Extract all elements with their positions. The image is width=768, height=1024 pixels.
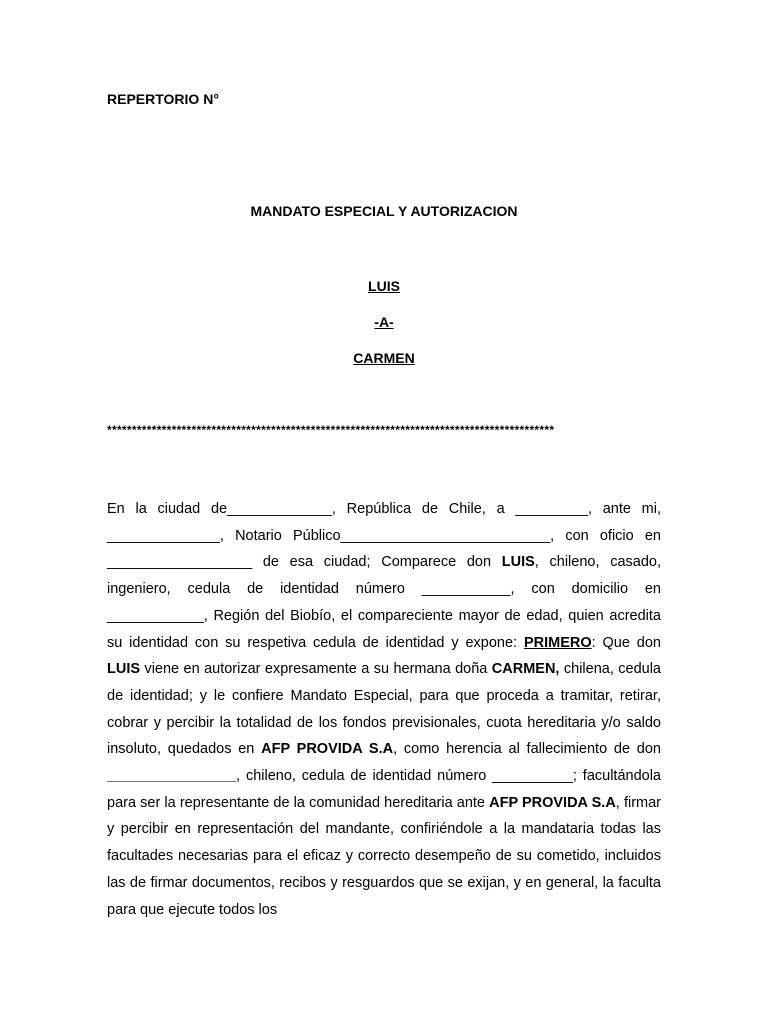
body-text-segment: , chileno, cedula de identidad número __________; facultándola para ser la representante de la comunidad hereditaria ante bbox=[107, 768, 661, 811]
party-connector: -A- bbox=[374, 314, 394, 330]
body-text-segment: , chileno, casado, ingeniero, cedula de identidad número ___________, con domicilio en ____________, Región del Biobío, el compareciente mayor de edad, quien acredita su identidad con su respetiva cedula de identidad y expone: bbox=[107, 554, 661, 651]
body-text-segment: , como herencia al fallecimiento de don bbox=[393, 741, 662, 758]
name-luis: LUIS bbox=[107, 661, 141, 678]
asterisk-separator: ****************************************************************************************** bbox=[107, 423, 555, 437]
name-carmen: CARMEN, bbox=[491, 661, 560, 678]
body-paragraph bbox=[107, 496, 661, 923]
body-text-segment: , firmar y percibir en representación del mandante, confiriéndole a la mandataria todas las facultades necesarias para el eficaz y correcto desempeño de su cometido, incluidos las de firmar documentos, recibos y resguardos que se exijan, y en general, la faculta para que ejecute todos los bbox=[107, 794, 661, 918]
body-text-segment: En la ciudad de_____________, República de Chile, a _________, ante mi, ______________, Notario Público__________________________, con oficio en __________________ de esa ciudad; Comparece don bbox=[107, 501, 661, 571]
body-text-segment: chilena, cedula de identidad; y le confiere Mandato Especial, para que proceda a tramitar, retirar, cobrar y percibir la totalidad de los fondos previsionales, cuota hereditaria y/o saldo insoluto, quedados en bbox=[107, 661, 662, 758]
repertorio-heading: REPERTORIO N° bbox=[107, 91, 219, 107]
deceased-name-blank: ________________ bbox=[107, 768, 237, 785]
afp-name: AFP PROVIDA S.A bbox=[261, 741, 394, 758]
name-luis: LUIS bbox=[501, 554, 535, 571]
primero-label bbox=[524, 635, 592, 651]
document-title: MANDATO ESPECIAL Y AUTORIZACION bbox=[250, 203, 518, 219]
party-first-name: LUIS bbox=[368, 278, 400, 294]
party-second-name: CARMEN bbox=[353, 350, 415, 366]
body-text-segment: : Que don bbox=[591, 634, 661, 651]
afp-name: AFP PROVIDA S.A bbox=[489, 794, 616, 811]
primero-label-text: PRIMERO bbox=[523, 634, 592, 651]
body-text-segment: viene en autorizar expresamente a su hermana doña bbox=[140, 661, 492, 678]
